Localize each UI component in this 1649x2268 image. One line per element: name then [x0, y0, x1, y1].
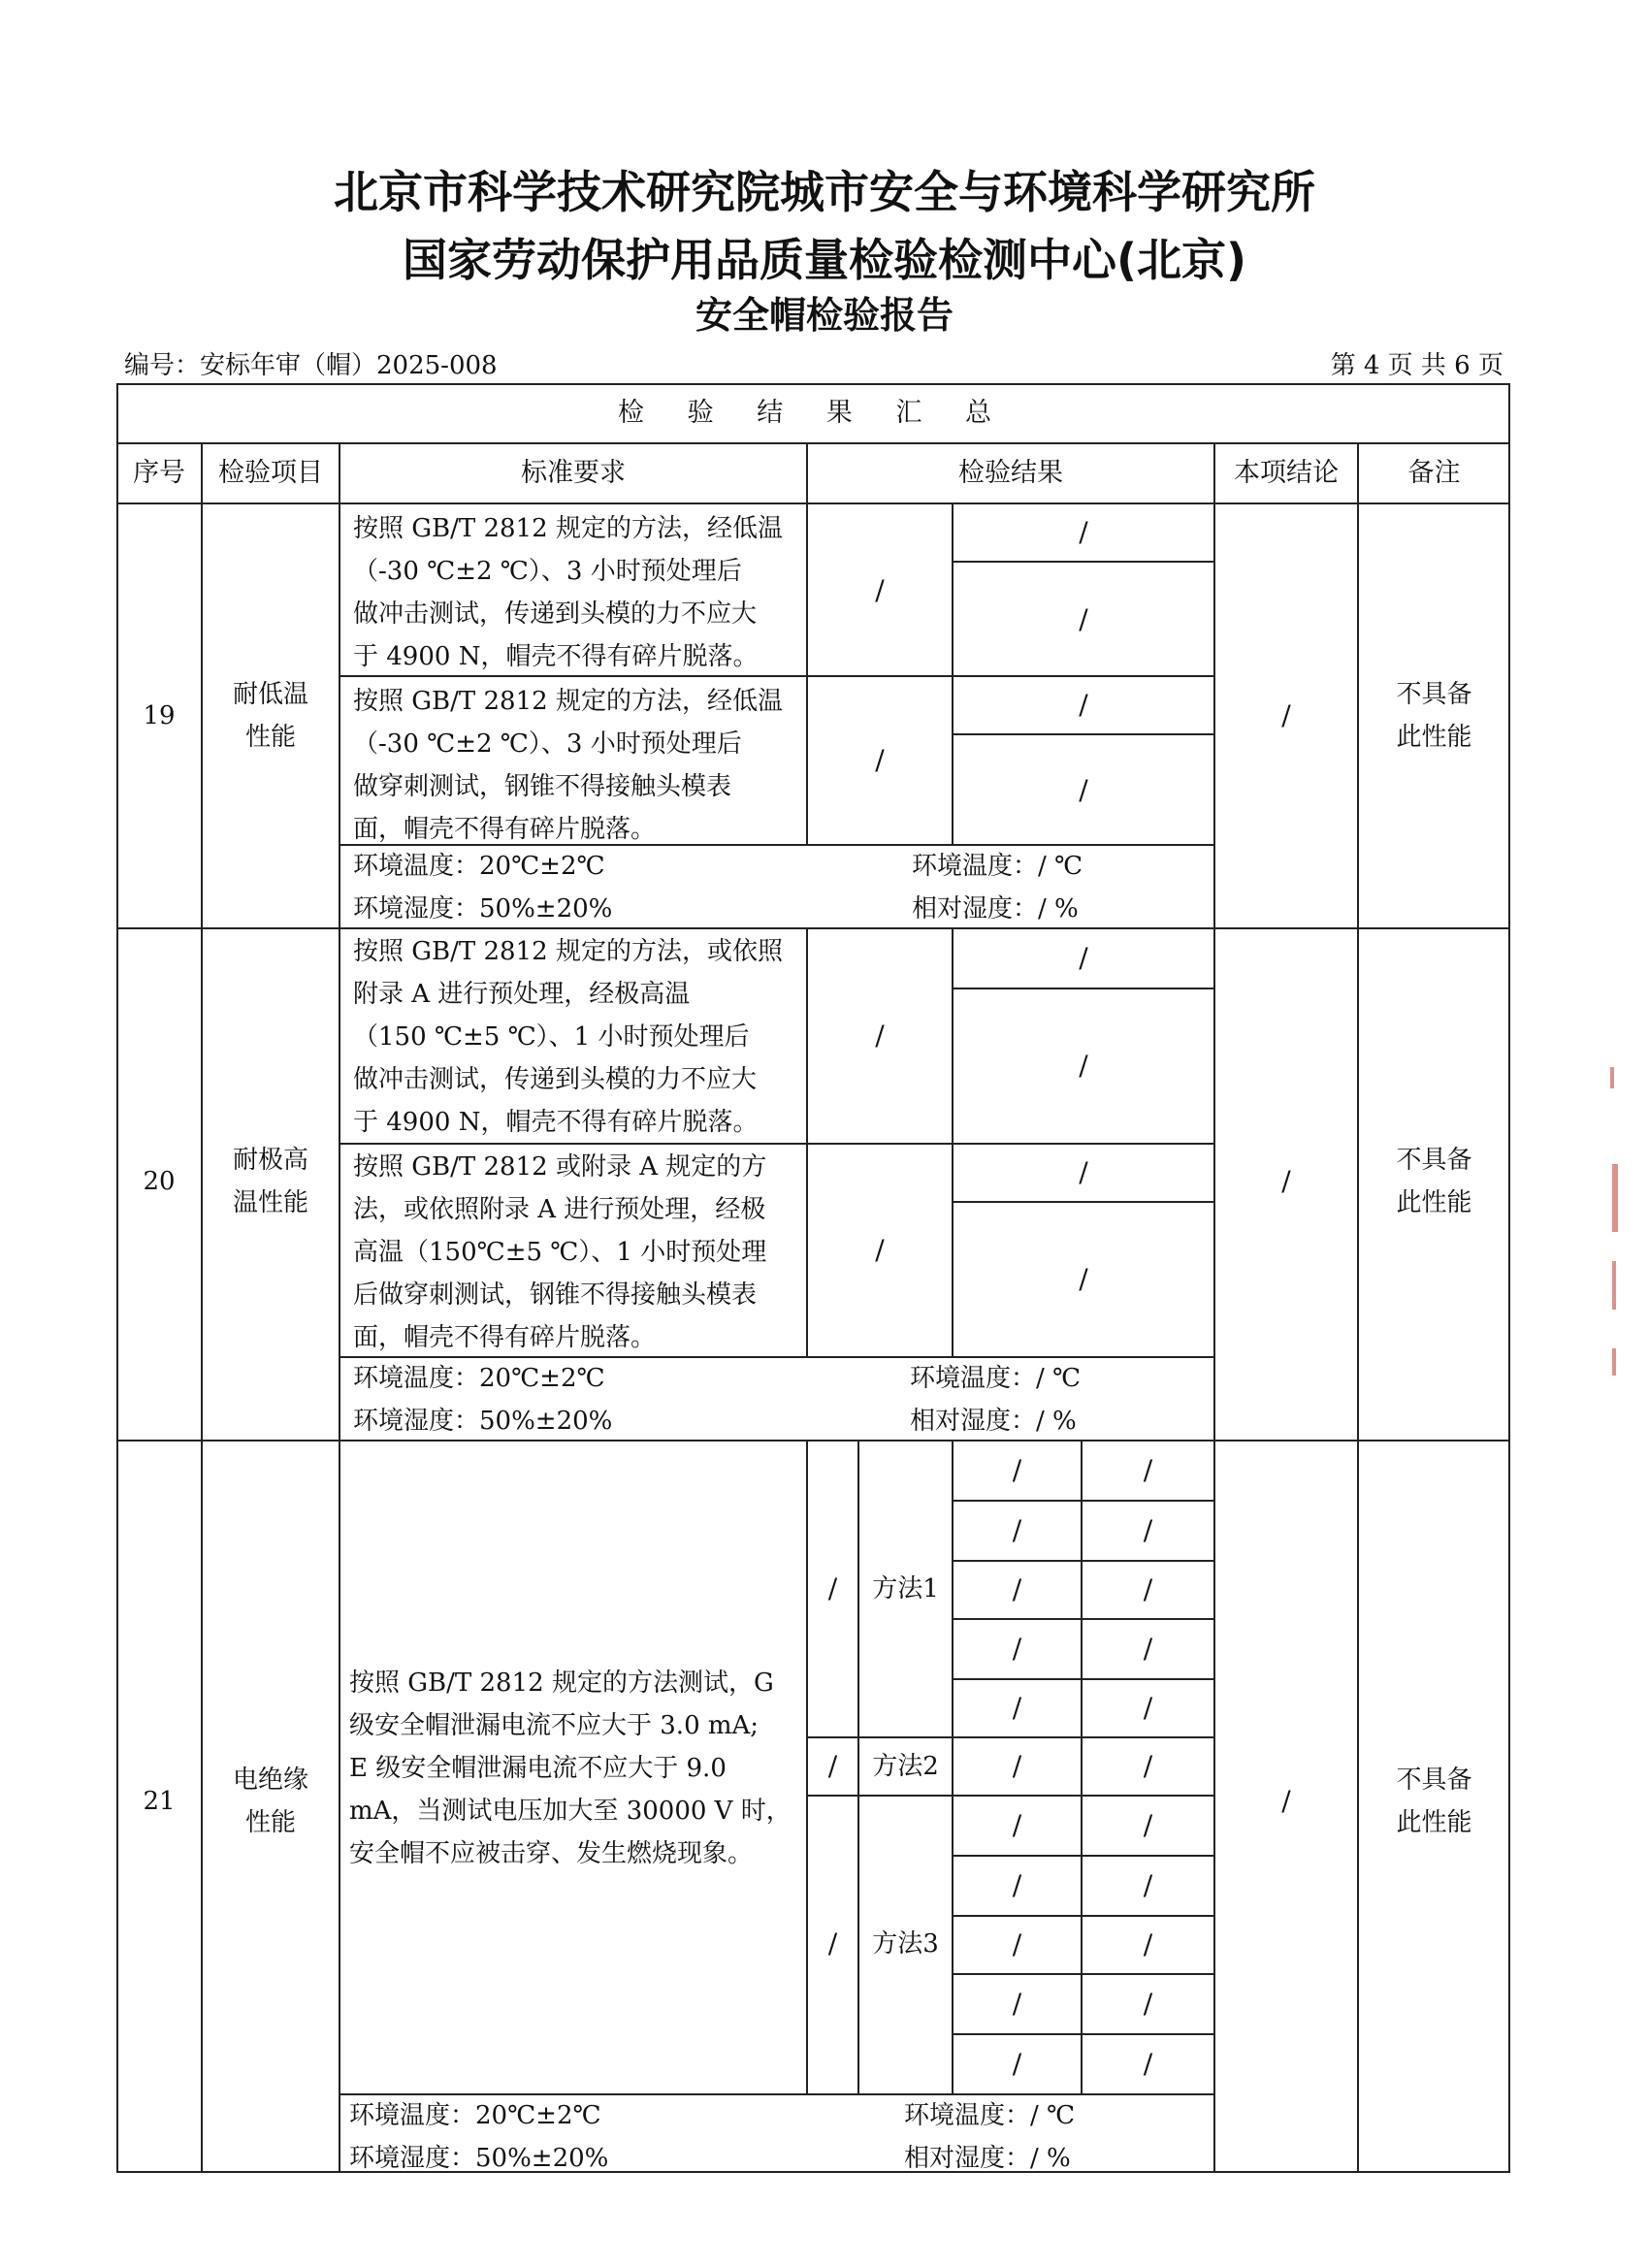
col-header-result: 检验结果: [958, 458, 1063, 488]
result-cell: /: [1012, 1633, 1022, 1665]
test-item-name: 耐低温 性能: [232, 680, 308, 752]
col-header-requirement: 标准要求: [521, 458, 626, 488]
row-number: 19: [143, 701, 176, 730]
result-cell: /: [1079, 689, 1088, 721]
center-title: 国家劳动保护用品质量检验检测中心(北京): [402, 234, 1247, 286]
table-title: 检 验 结 果 汇 总: [618, 398, 1009, 428]
result-cell: /: [1012, 1454, 1022, 1486]
result-cell: /: [1012, 1928, 1022, 1960]
col-header-conclusion: 本项结论: [1234, 458, 1339, 488]
result-cell: /: [1079, 1050, 1088, 1082]
method-label: 方法1: [872, 1574, 939, 1604]
result-cell: /: [1012, 1869, 1022, 1901]
result-cell: /: [1012, 2048, 1022, 2080]
requirement-penetration: 按照 GB/T 2812 规定的方法，经低温 （-30 ℃±2 ℃）、3 小时预处理后 做穿刺测试，钢锥不得接触头模表 面，帽壳不得有碎片脱落。: [353, 687, 783, 844]
environment-requirement: 环境温度：20℃±2℃ 环境湿度：50%±20%: [349, 2101, 609, 2173]
result-cell: /: [1143, 1869, 1153, 1901]
result-cell: /: [1143, 1514, 1153, 1546]
result-cell: /: [1079, 1263, 1088, 1295]
result-cell: /: [1143, 2048, 1153, 2080]
result-cell: /: [1079, 1156, 1088, 1188]
conclusion-cell: /: [1281, 699, 1291, 731]
institute-title: 北京市科学技术研究院城市安全与环境科学研究所: [334, 166, 1315, 218]
result-cell: /: [1143, 1692, 1153, 1724]
remark-cell: 不具备 此性能: [1396, 1146, 1472, 1217]
requirement-impact: 按照 GB/T 2812 规定的方法，或依照 附录 A 进行预处理，经极高温 （150 ℃±5 ℃）、1 小时预处理后 做冲击测试，传递到头模的力不应大 于 4900 N，帽壳不得有碎片脱落。: [353, 937, 783, 1137]
environment-result: 环境温度：/ ℃ 相对湿度：/ %: [904, 2101, 1076, 2173]
conclusion-cell: /: [1281, 1165, 1291, 1197]
page-indicator: 第 4 页 共 6 页: [1330, 351, 1504, 380]
row-number: 20: [143, 1167, 176, 1196]
result-cell: /: [1143, 1454, 1153, 1486]
report-number: 编号：安标年审（帽）2025-008: [124, 351, 498, 380]
stamp-fragment: [1610, 1067, 1614, 1088]
result-cell: /: [1012, 1692, 1022, 1724]
result-cell: /: [827, 1750, 838, 1782]
result-cell: /: [875, 1234, 885, 1266]
environment-requirement: 环境温度：20℃±2℃ 环境湿度：50%±20%: [353, 1364, 613, 1436]
result-cell: /: [1012, 1573, 1022, 1605]
result-cell: /: [1012, 1514, 1022, 1546]
method-label: 方法3: [872, 1929, 939, 1959]
results-table: [116, 383, 1510, 2173]
environment-result: 环境温度：/ ℃ 相对湿度：/ %: [912, 852, 1083, 923]
environment-requirement: 环境温度：20℃±2℃ 环境湿度：50%±20%: [353, 852, 613, 923]
conclusion-cell: /: [1281, 1785, 1291, 1817]
result-cell: /: [1143, 1809, 1153, 1841]
test-item-name: 耐极高 温性能: [232, 1146, 308, 1217]
test-item-name: 电绝缘 性能: [232, 1766, 308, 1837]
requirement-impact: 按照 GB/T 2812 规定的方法，经低温 （-30 ℃±2 ℃）、3 小时预处理后 做冲击测试，传递到头模的力不应大 于 4900 N，帽壳不得有碎片脱落。: [353, 514, 783, 671]
col-header-no: 序号: [133, 458, 185, 488]
stamp-fragment: [1612, 1164, 1618, 1232]
result-cell: /: [1012, 1809, 1022, 1841]
requirement-electrical: 按照 GB/T 2812 规定的方法测试，G 级安全帽泄漏电流不应大于 3.0 mA; E 级安全帽泄漏电流不应大于 9.0 mA，当测试电压加大至 30000 V 时， 安全帽不应被击穿、发生燃烧现象。: [349, 1669, 792, 1868]
requirement-penetration: 按照 GB/T 2812 或附录 A 规定的方 法，或依照附录 A 进行预处理，经极 高温（150℃±5 ℃）、1 小时预处理 后做穿刺测试，钢锥不得接触头模表 面，帽壳不得有碎片脱落。: [353, 1152, 767, 1352]
result-cell: /: [875, 744, 885, 776]
result-cell: /: [875, 1020, 885, 1052]
result-cell: /: [1079, 774, 1088, 806]
environment-result: 环境温度：/ ℃ 相对湿度：/ %: [910, 1364, 1082, 1436]
result-cell: /: [1143, 1750, 1153, 1782]
result-cell: /: [827, 1572, 838, 1604]
remark-cell: 不具备 此性能: [1396, 1766, 1472, 1837]
col-header-remark: 备注: [1407, 458, 1461, 488]
remark-cell: 不具备 此性能: [1396, 680, 1472, 752]
result-cell: /: [1143, 1633, 1153, 1665]
result-cell: /: [1079, 942, 1088, 974]
method-label: 方法2: [872, 1752, 939, 1781]
result-cell: /: [1143, 1988, 1153, 2020]
result-cell: /: [827, 1928, 838, 1960]
result-cell: /: [1012, 1750, 1022, 1782]
result-cell: /: [1143, 1928, 1153, 1960]
row-number: 21: [143, 1787, 176, 1816]
report-title: 安全帽检验报告: [695, 294, 954, 337]
col-header-item: 检验项目: [218, 458, 323, 488]
result-cell: /: [1079, 603, 1088, 635]
result-cell: /: [1079, 516, 1088, 548]
result-cell: /: [1143, 1573, 1153, 1605]
result-cell: /: [875, 574, 885, 606]
stamp-fragment: [1612, 1261, 1616, 1310]
result-cell: /: [1012, 1988, 1022, 2020]
table-grid: [116, 383, 1510, 2173]
stamp-fragment: [1612, 1348, 1616, 1376]
